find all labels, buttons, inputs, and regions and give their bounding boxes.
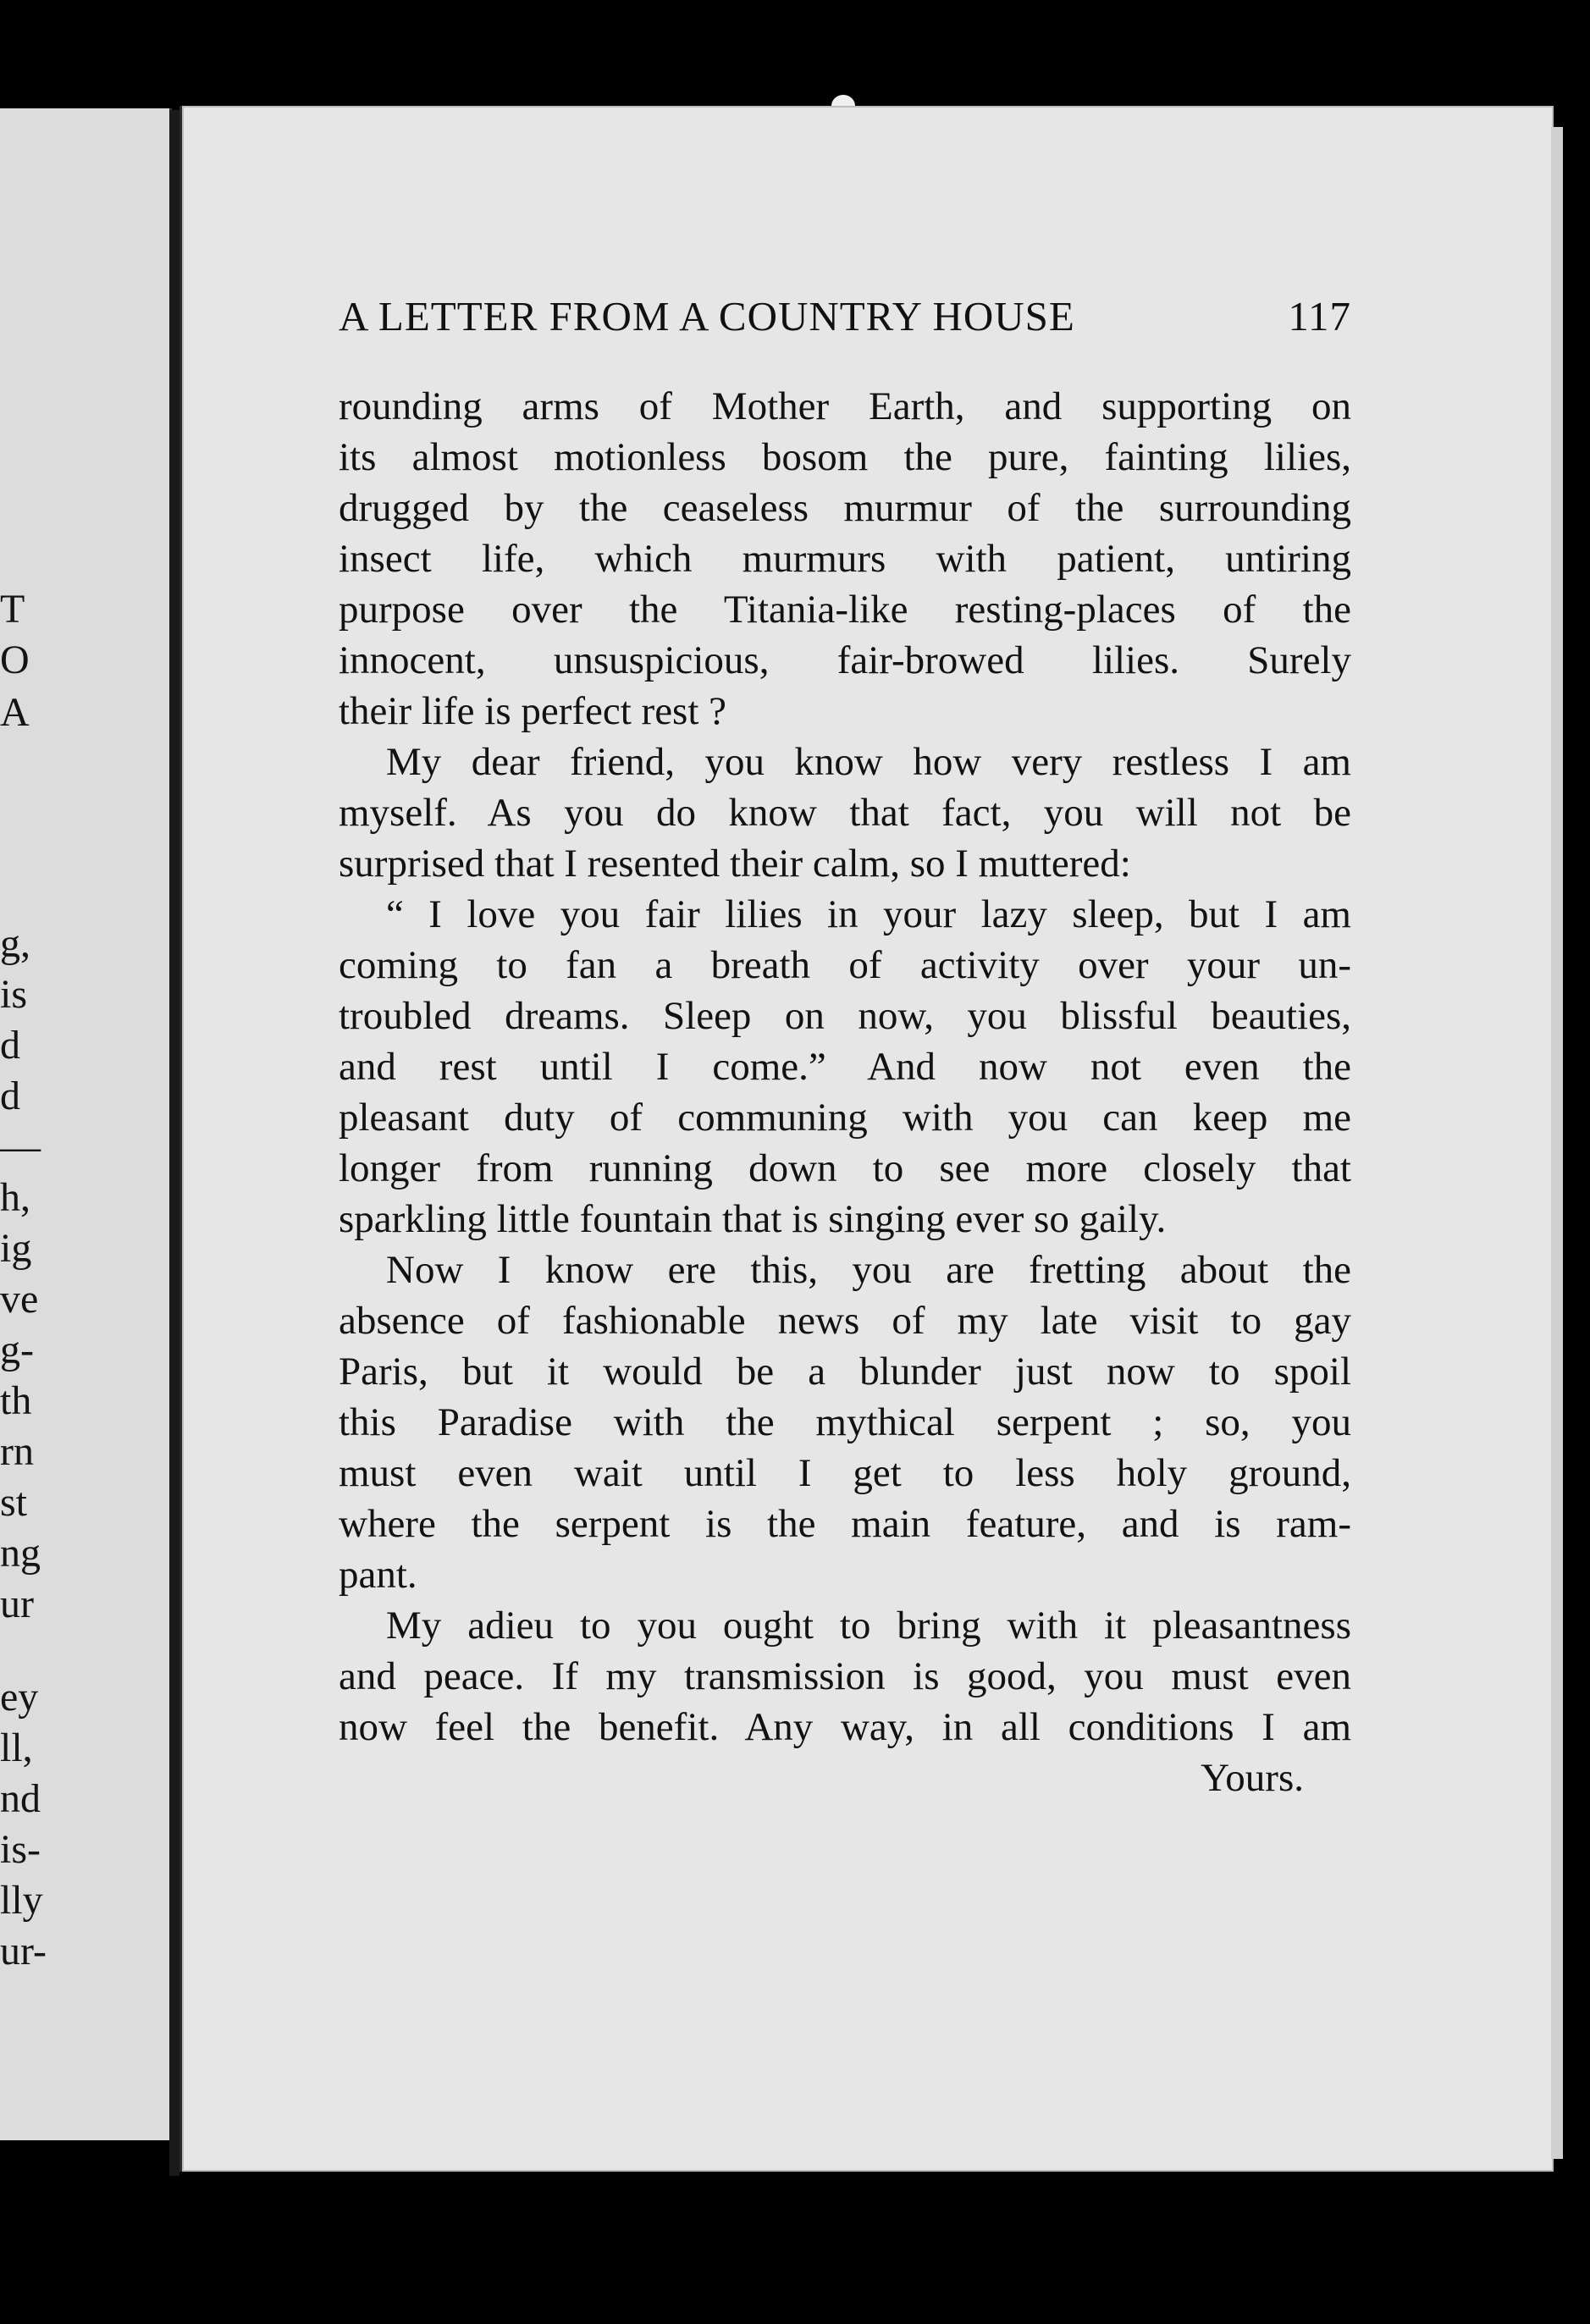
previous-page-text-fragment: h,	[0, 1175, 30, 1220]
running-head	[339, 292, 1351, 351]
previous-page-text-fragment: is	[0, 972, 28, 1017]
previous-page-text-fragment: nd	[0, 1776, 41, 1821]
previous-page-text-fragment: g-	[0, 1328, 34, 1372]
book-gutter	[169, 110, 179, 2176]
previous-page-text-fragment: ur-	[0, 1929, 47, 1973]
running-head-title: A LETTER FROM A COUNTRY HOUSE	[339, 293, 1075, 339]
previous-page-text-fragment: O	[0, 638, 30, 682]
previous-page-text-fragment: —	[0, 1124, 41, 1169]
page-edge-shadow	[1551, 127, 1563, 2159]
previous-page-text-fragment: d	[0, 1023, 20, 1068]
text-line: “ I love you fair lilies in your lazy sleep, but I am	[386, 892, 1351, 936]
text-line: surprised that I resented their calm, so I muttered:	[339, 842, 1131, 886]
signature: Yours.	[1201, 1756, 1304, 1800]
previous-page-text-fragment: ng	[0, 1531, 41, 1576]
text-line: rounding arms of Mother Earth, and supporting on	[339, 384, 1351, 428]
text-line: and rest until I come.” And now not even the	[339, 1045, 1351, 1089]
text-line: absence of fashionable news of my late visit to gay	[339, 1299, 1351, 1343]
text-line: and peace. If my transmission is good, you must even	[339, 1654, 1351, 1698]
previous-page-text-fragment: d	[0, 1074, 20, 1118]
text-line: longer from running down to see more closely that	[339, 1146, 1351, 1190]
previous-page-text-fragment: th	[0, 1378, 32, 1423]
text-line: sparkling little fountain that is singing ever so gaily.	[339, 1197, 1167, 1241]
previous-page-text-fragment: g,	[0, 921, 30, 966]
previous-page-text-fragment: A	[0, 690, 30, 735]
previous-page-text-fragment: ey	[0, 1675, 39, 1720]
text-line: insect life, which murmurs with patient, untiring	[339, 537, 1351, 581]
previous-page-text-fragment: rn	[0, 1429, 34, 1474]
text-line: pant.	[339, 1553, 417, 1597]
text-line: this Paradise with the mythical serpent ; so, you	[339, 1400, 1351, 1444]
previous-page-text-fragment: ve	[0, 1277, 39, 1322]
previous-page-text-fragment: T	[0, 587, 25, 632]
previous-page-text-fragment: is-	[0, 1827, 41, 1872]
previous-page-edge	[0, 108, 172, 2140]
text-line: must even wait until I get to less holy ground,	[339, 1451, 1351, 1495]
text-line: now feel the benefit. Any way, in all conditions I am	[339, 1705, 1351, 1749]
text-line: troubled dreams. Sleep on now, you blissful beauties,	[339, 994, 1351, 1038]
previous-page-text-fragment: ur	[0, 1582, 34, 1626]
text-line: innocent, unsuspicious, fair-browed lilies. Surely	[339, 638, 1351, 682]
text-line: their life is perfect rest ?	[339, 689, 727, 733]
previous-page-text-fragment: ll,	[0, 1725, 33, 1770]
text-line: My adieu to you ought to bring with it pleasantness	[386, 1604, 1351, 1648]
text-line: Now I know ere this, you are fretting about the	[386, 1248, 1351, 1292]
text-line: where the serpent is the main feature, and is ram-	[339, 1502, 1351, 1546]
text-line: pleasant duty of communing with you can keep me	[339, 1096, 1351, 1140]
text-line: myself. As you do know that fact, you will not be	[339, 791, 1351, 835]
body-text	[339, 381, 1351, 1803]
previous-page-text-fragment: st	[0, 1480, 28, 1525]
text-line: My dear friend, you know how very restless I am	[386, 740, 1351, 784]
text-line: drugged by the ceaseless murmur of the surrounding	[339, 486, 1351, 530]
text-line: its almost motionless bosom the pure, fainting lilies,	[339, 435, 1351, 479]
page-number: 117	[1288, 293, 1351, 339]
text-line: coming to fan a breath of activity over your un-	[339, 943, 1351, 987]
previous-page-text-fragment: lly	[0, 1878, 43, 1923]
text-line: Paris, but it would be a blunder just now to spoil	[339, 1350, 1351, 1394]
previous-page-text-fragment: ig	[0, 1226, 32, 1271]
text-line: purpose over the Titania-like resting-places of the	[339, 588, 1351, 632]
